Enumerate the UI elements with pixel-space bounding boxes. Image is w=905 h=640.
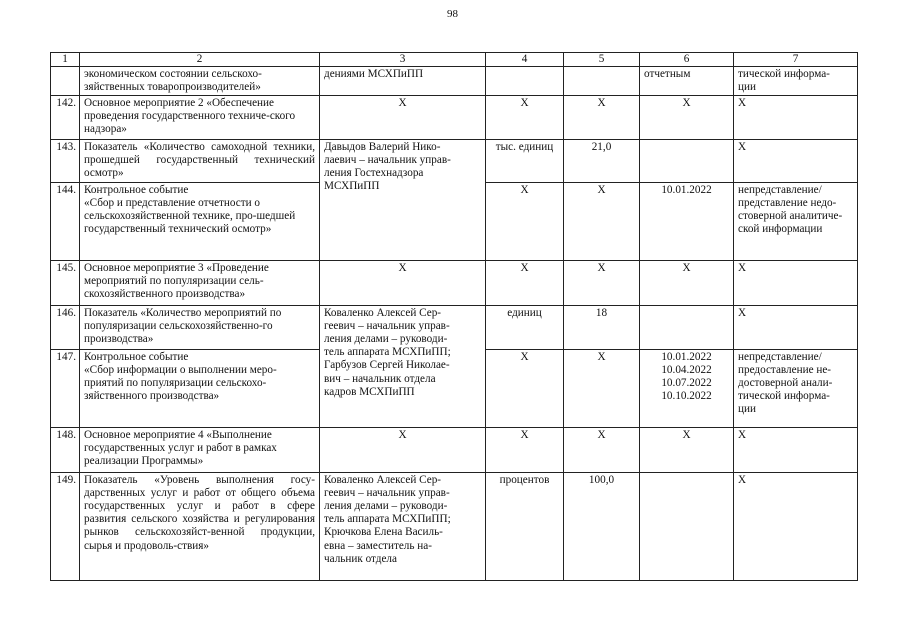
row-risk: Х	[734, 139, 858, 182]
table-row	[51, 139, 858, 182]
row-deadline: 10.01.2022 10.04.2022 10.07.2022 10.10.2022	[640, 349, 734, 427]
row-risk: непредставление/ предоставление не- достоверной анали- тической информа- ции	[734, 349, 858, 427]
column-header: 6	[640, 53, 734, 67]
row-deadline: Х	[640, 260, 734, 305]
row-description: Контрольное событие «Сбор и представление отчетности о сельскохозяйственной технике, про-шедшей государственный технический осмотр»	[80, 182, 320, 260]
row-deadline: 10.01.2022	[640, 182, 734, 260]
row-deadline: Х	[640, 95, 734, 139]
row-description: экономическом состоянии сельскохо- зяйственных товаропроизводителей»	[80, 67, 320, 95]
row-risk: Х	[734, 260, 858, 305]
row-number	[51, 67, 80, 95]
row-responsible: Коваленко Алексей Сер- геевич – начальник управ- ления делами – руководи- тель аппарата МСХПиПП; Гарбузов Сергей Николае- вич – начальник отдела кадров МСХПиПП	[320, 305, 486, 427]
row-deadline	[640, 305, 734, 349]
row-value: Х	[564, 182, 640, 260]
row-responsible: Х	[320, 260, 486, 305]
row-deadline	[640, 139, 734, 182]
row-risk: Х	[734, 95, 858, 139]
row-description: Показатель «Уровень выполнения госу-дарственных услуг и работ от общего объема государственных услуг и работ в сфере развития сельского хозяйства и регулирования рынков сельскохозяйст-венной продукции, сырья и продоволь-ствия»	[80, 472, 320, 580]
row-value: Х	[564, 427, 640, 472]
row-unit	[486, 67, 564, 95]
row-responsible: Давыдов Валерий Нико- лаевич – начальник управ- ления Гостехнадзора МСХПиПП	[320, 139, 486, 260]
table-row	[51, 95, 858, 139]
row-responsible: дениями МСХПиПП	[320, 67, 486, 95]
row-unit: Х	[486, 182, 564, 260]
column-header: 1	[51, 53, 80, 67]
row-responsible: Коваленко Алексей Сер- геевич – начальник управ- ления делами – руководи- тель аппарата МСХПиПП; Крючкова Елена Василь- евна – заместитель на- чальник отдела	[320, 472, 486, 580]
table-row	[51, 427, 858, 472]
row-description: Показатель «Количество самоходной техники, прошедшей государственный технический осмотр»	[80, 139, 320, 182]
table-row-continued	[51, 67, 858, 95]
page-number: 98	[447, 8, 458, 20]
column-number-row	[51, 53, 858, 67]
row-value: 21,0	[564, 139, 640, 182]
row-unit: Х	[486, 349, 564, 427]
row-number: 146.	[51, 305, 80, 349]
row-unit: Х	[486, 260, 564, 305]
column-header: 5	[564, 53, 640, 67]
row-description: Основное мероприятие 3 «Проведение мероприятий по популяризации сель-скохозяйственного производства»	[80, 260, 320, 305]
row-value: Х	[564, 260, 640, 305]
table-row	[51, 260, 858, 305]
column-header: 4	[486, 53, 564, 67]
row-value: 18	[564, 305, 640, 349]
row-value: 100,0	[564, 472, 640, 580]
row-unit: тыс. единиц	[486, 139, 564, 182]
row-description: Основное мероприятие 4 «Выполнение государственных услуг и работ в рамках реализации Программы»	[80, 427, 320, 472]
table-row	[51, 472, 858, 580]
row-unit: Х	[486, 427, 564, 472]
row-risk: Х	[734, 472, 858, 580]
row-value: Х	[564, 349, 640, 427]
row-description: Контрольное событие «Сбор информации о выполнении меро-приятий по популяризации сельскохо-зяйственного производства»	[80, 349, 320, 427]
row-responsible: Х	[320, 427, 486, 472]
row-value	[564, 67, 640, 95]
row-number: 149.	[51, 472, 80, 580]
row-number: 147.	[51, 349, 80, 427]
row-description: Показатель «Количество мероприятий по популяризации сельскохозяйственно-го производства»	[80, 305, 320, 349]
row-deadline: Х	[640, 427, 734, 472]
column-header: 7	[734, 53, 858, 67]
program-events-table	[50, 52, 858, 581]
row-number: 142.	[51, 95, 80, 139]
row-description: Основное мероприятие 2 «Обеспечение проведения государственного техниче-ского надзора»	[80, 95, 320, 139]
row-deadline	[640, 472, 734, 580]
row-unit: процентов	[486, 472, 564, 580]
row-deadline: отчетным	[640, 67, 734, 95]
row-risk: непредставление/ представление недо- стоверной аналитиче- ской информации	[734, 182, 858, 260]
row-number: 148.	[51, 427, 80, 472]
column-header: 3	[320, 53, 486, 67]
row-number: 143.	[51, 139, 80, 182]
row-risk: Х	[734, 305, 858, 349]
row-risk: тической информа- ции	[734, 67, 858, 95]
row-number: 145.	[51, 260, 80, 305]
row-risk: Х	[734, 427, 858, 472]
table-row	[51, 305, 858, 349]
row-unit: Х	[486, 95, 564, 139]
column-header: 2	[80, 53, 320, 67]
row-unit: единиц	[486, 305, 564, 349]
row-value: Х	[564, 95, 640, 139]
row-number: 144.	[51, 182, 80, 260]
row-responsible: Х	[320, 95, 486, 139]
